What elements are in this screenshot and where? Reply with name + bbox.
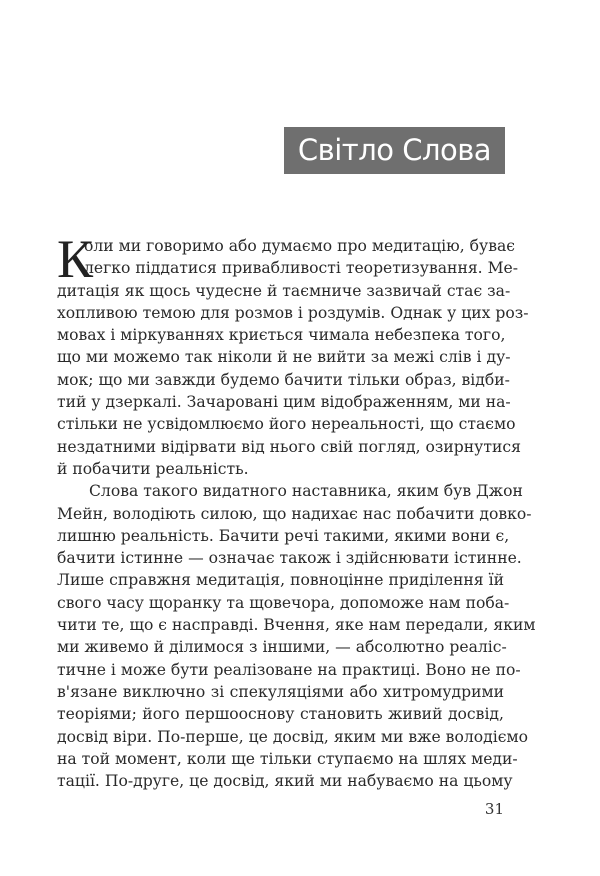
text-line: стільки не усвідомлюємо його нереальності, що стаємо <box>57 415 516 434</box>
text-line: в'язане виключно зі спекуляціями або хитромудрими <box>57 682 504 701</box>
text-line: що ми можемо так ніколи й не вийти за межі слів і ду- <box>57 348 511 367</box>
chapter-title: Світло Слова <box>284 127 505 174</box>
drop-cap: К <box>57 229 94 289</box>
text-line: й побачити реальність. <box>57 459 249 478</box>
text-line: оли ми говоримо або думаємо про медитацію, буває <box>84 237 516 255</box>
text-line: нездатними відірвати від нього свій погляд, озирнутися <box>57 437 521 456</box>
text-line: бачити істинне — означає також і здійснювати істинне. <box>57 549 522 568</box>
text-line: на той момент, коли ще тільки ступаємо на шлях меди- <box>57 749 518 768</box>
text-line: чити те, що є насправді. Вчення, яке нам передали, яким <box>57 616 536 635</box>
text-line: Лише справжня медитація, повноцінне приділення їй <box>57 571 504 590</box>
text-line: тації. По-друге, це досвід, який ми набуваємо на цьому <box>57 772 513 791</box>
text-line: теоріями; його першооснову становить живий досвід, <box>57 705 504 724</box>
text-line: дитація як щось чудесне й таємниче зазвичай стає за- <box>57 281 511 300</box>
text-line: хопливою темою для розмов і роздумів. Однак у цих роз- <box>57 303 529 322</box>
text-line: досвід віри. По-перше, це досвід, яким ми вже володіємо <box>57 727 528 746</box>
page-number: 31 <box>484 800 504 818</box>
text-line: мок; що ми завжди будемо бачити тільки образ, відби- <box>57 370 510 389</box>
text-line: ми живемо й ділимося з іншими, — абсолютно реаліс- <box>57 638 507 657</box>
text-line: легко піддатися привабливості теоретизування. Ме- <box>84 259 519 278</box>
text-line: Мейн, володіють силою, що надихає нас побачити довко- <box>57 504 532 523</box>
text-line: мовах і міркуваннях криється чимала небезпека того, <box>57 326 506 345</box>
text-line: тий у дзеркалі. Зачаровані цим відображенням, ми на- <box>57 393 511 412</box>
body-text <box>57 229 536 792</box>
text-line: лишню реальність. Бачити речі такими, якими вони є, <box>57 526 510 545</box>
text-line: свого часу щоранку та щовечора, допоможе нам поба- <box>57 593 510 612</box>
text-line: тичне і може бути реалізоване на практиці. Воно не по- <box>57 660 521 679</box>
text-line: Слова такого видатного наставника, яким був Джон <box>89 482 523 501</box>
